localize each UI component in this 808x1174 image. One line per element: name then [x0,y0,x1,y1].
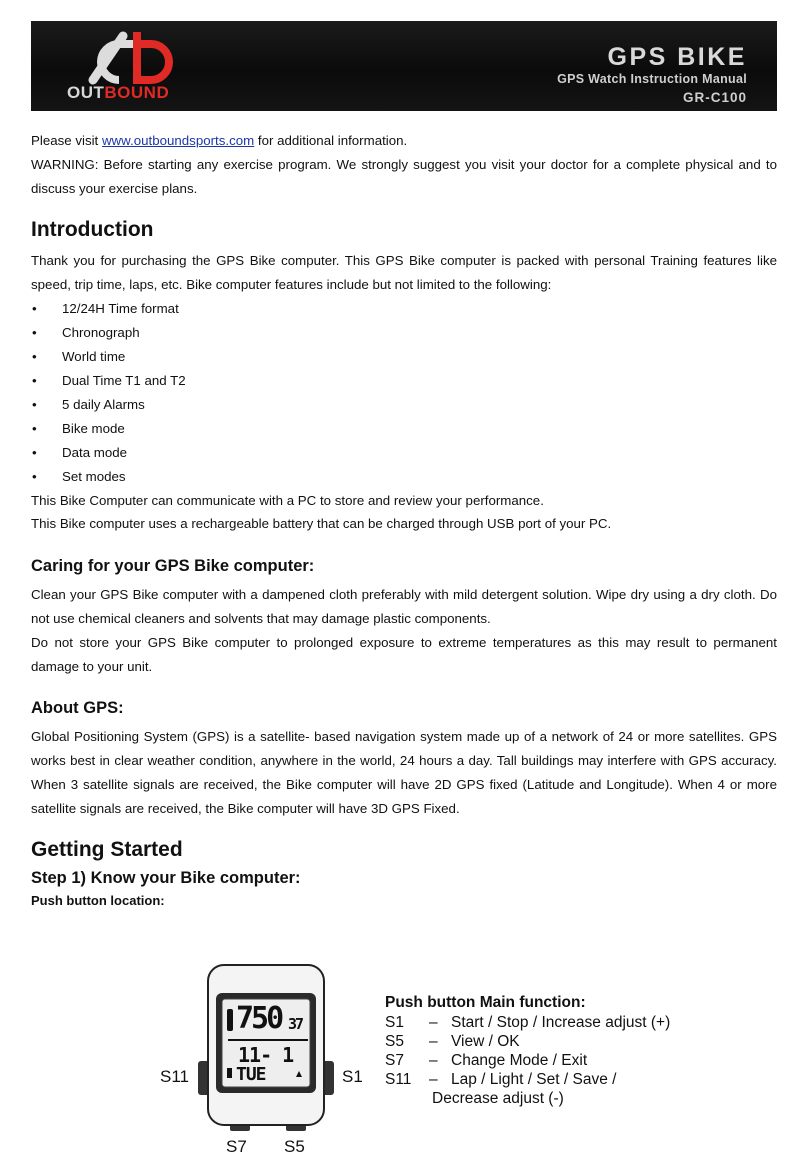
list-item: • Set modes [31,465,777,489]
banner-model: GR-C100 [682,90,747,105]
push-button-figure [160,963,680,1163]
caring-paragraph-2: Do not store your GPS Bike computer to prolonged exposure to extreme temperatures as this may result to permanent damage to your unit. [31,635,777,675]
document-body [31,129,777,911]
label-s7: S7 [226,1137,247,1156]
outbound-logo-icon [79,26,177,88]
function-row-s11-cont: Decrease adjust (-) [432,1090,564,1107]
introduction-heading: Introduction [31,217,154,241]
introduction-paragraph: Thank you for purchasing the GPS Bike computer. This GPS Bike computer is packed with personal Training features like speed, trip time, laps, etc. Bike computer features include but not limited to the following: [31,252,777,292]
screen-seconds: 37 [288,1015,303,1033]
screen-day: TUE [236,1064,266,1085]
function-title: Push button Main function: [385,994,586,1011]
banner-title: GPS BIKE [607,43,747,71]
label-s1: S1 [342,1067,363,1086]
visit-line: Please visit www.outboundsports.com for additional information. [31,133,408,148]
logo-wordmark: OUTBOUND [67,83,170,102]
caring-heading: Caring for your GPS Bike computer: [31,557,315,576]
function-row-s5: S5 – View / OK [385,1033,520,1050]
push-button-location-label: Push button location: [31,892,165,908]
warning-text: WARNING: Before starting any exercise program. We strongly suggest you visit your doctor for a complete physical and to discuss your exercise plans. [31,156,777,196]
list-item: • Data mode [31,441,777,465]
list-item: • 12/24H Time format [31,297,777,321]
getting-started-heading: Getting Started [31,837,183,861]
header-banner [31,21,777,111]
list-item: • Chronograph [31,321,777,345]
about-gps-heading: About GPS: [31,698,124,717]
screen-date: 11- 1 [238,1043,294,1067]
list-item: • 5 daily Alarms [31,393,777,417]
function-row-s11: S11 – Lap / Light / Set / Save / [385,1071,617,1088]
feature-list [31,297,777,489]
banner-subtitle: GPS Watch Instruction Manual [557,72,747,86]
pc-note: This Bike Computer can communicate with a PC to store and review your performance. [31,492,544,508]
label-s5: S5 [284,1137,305,1156]
list-item: • Dual Time T1 and T2 [31,369,777,393]
website-link[interactable]: www.outboundsports.com [101,133,255,148]
step-heading: Step 1) Know your Bike computer: [31,868,301,887]
function-row-s1: S1 – Start / Stop / Increase adjust (+) [385,1014,671,1031]
screen-time: 750 [236,1001,282,1036]
caring-paragraph-1: Clean your GPS Bike computer with a dampened cloth preferably with mild detergent solution. Wipe dry using a dry cloth. Do not use chemical cleaners and solvents that may damage plastic components. [31,587,777,627]
button-function-list [385,993,670,1108]
list-item: • Bike mode [31,417,777,441]
list-item: • World time [31,345,777,369]
function-row-s7: S7 – Change Mode / Exit [385,1052,588,1069]
label-s11: S11 [160,1067,189,1086]
battery-note: This Bike computer uses a rechargeable battery that can be charged through USB port of your PC. [31,516,612,532]
about-gps-paragraph: Global Positioning System (GPS) is a satellite- based navigation system made up of a network of 24 or more satellites. GPS works best in clear weather condition, anywhere in the world, 24 hours a day. Tall buildings may interfere with GPS accuracy. When 3 satellite signals are received, the Bike computer will have 2D GPS fixed (Latitude and Longitude). When 4 or more satellite signals are received, the Bike computer will have 3D GPS Fixed. [31,728,777,816]
